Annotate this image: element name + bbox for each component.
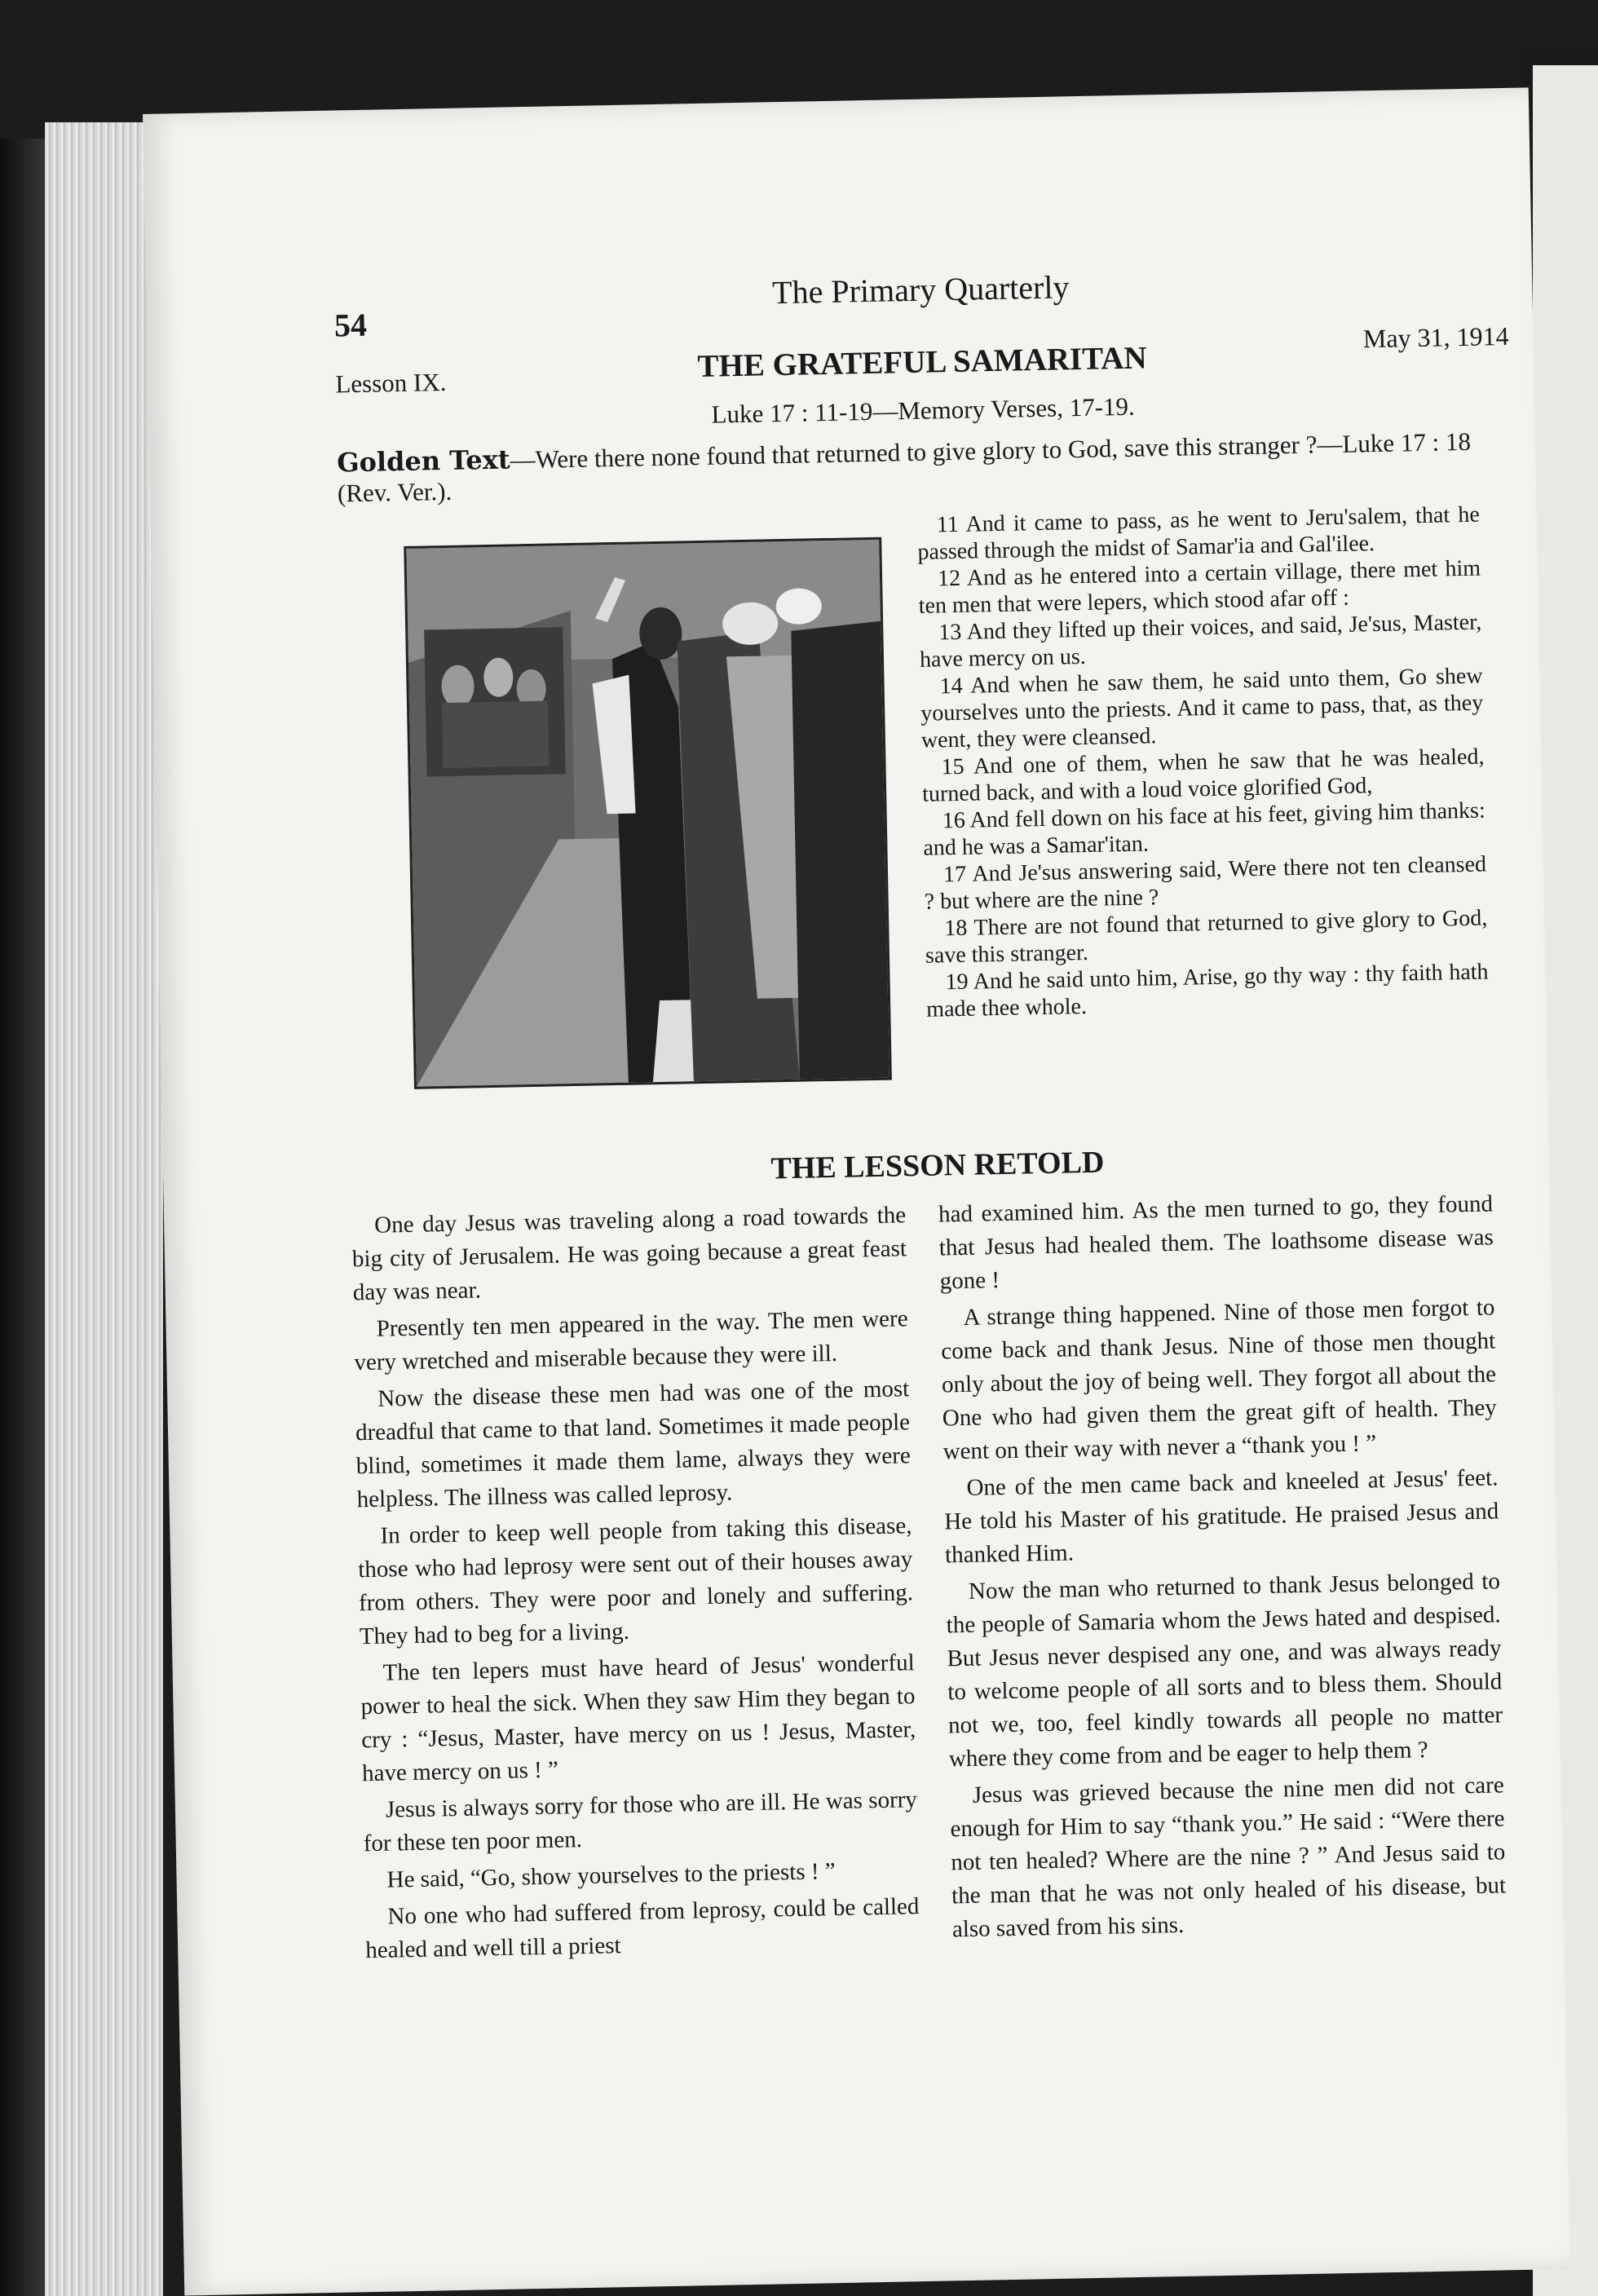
running-head: The Primary Quarterly <box>771 268 1070 311</box>
lesson-number: Lesson IX. <box>335 367 447 399</box>
paragraph: Now the disease these men had was one of the most dreadful that came to that land. Sometimes it made people blind, sometimes it made them lame, always they were helpless. The illness was called leprosy. <box>355 1375 912 1513</box>
book-page-edges <box>45 122 163 2296</box>
lesson-retold-body <box>351 1187 1540 1971</box>
lesson-date: May 31, 1914 <box>1362 320 1509 354</box>
paragraph: Jesus was grieved because the nine men did not care enough for Him to say “thank you.” He said : “Were there not ten healed? Where are the nine ? ” And Jesus said to the man that he was not only healed of his disease, but also saved from his sins. <box>950 1772 1507 1943</box>
verse: 11 And it came to pass, as he went to Jeru'salem, that he passed through the midst of Samar'ia and Gal'ilee. <box>917 501 1481 565</box>
paragraph-continuation: had examined him. As the men turned to go, they found that Jesus had healed them. The loathsome disease was gone ! <box>938 1190 1494 1295</box>
verse: 15 And one of them, when he saw that he was healed, turned back, and with a loud voice glorified God, <box>921 744 1485 807</box>
right-column <box>938 1187 1508 1959</box>
lesson-title: THE GRATEFUL SAMARITAN <box>697 340 1147 384</box>
golden-text-body: —Were there none found that returned to give glory to God, save this stranger ?—Luke 17 : 18 (Rev. Ver.). <box>337 426 1472 508</box>
golden-text-label: Golden Text <box>336 444 510 479</box>
paragraph: A strange thing happened. Nine of those men forgot to come back and thank Jesus. Nine of those men thought only about the joy of being well. They forgot all about the One who had given them the great gift of health. They went on their way with never a “thank you ! ” <box>941 1294 1498 1465</box>
verse: 17 And Je'sus answering said, Were there not ten cleansed ? but where are the nine ? <box>924 851 1487 915</box>
book-page <box>143 87 1570 2295</box>
book-edge-left <box>0 139 49 2296</box>
paragraph: One day Jesus was traveling along a road towards the big city of Jerusalem. He was going because a great feast day was near. <box>351 1202 907 1306</box>
paragraph: One of the men came back and kneeled at Jesus' feet. He told his Master of his gratitude. He praised Jesus and thanked Him. <box>944 1464 1499 1569</box>
scripture-section <box>338 501 1525 1159</box>
paragraph: Now the man who returned to thank Jesus belonged to the people of Samaria whom the Jews hated and despised. But Jesus never despised any one, and was always ready to welcome people of all sorts and to bless them. Should not we, too, feel kindly towards all people no matter where they come from and be eager to help them ? <box>946 1568 1503 1773</box>
left-column <box>351 1199 920 1971</box>
page-number: 54 <box>333 306 368 344</box>
verse: 18 There are not found that returned to give glory to God, save this stranger. <box>925 905 1488 969</box>
golden-text <box>337 426 1512 509</box>
verse: 14 And when he saw them, he said unto them, Go shew yourselves unto the priests. And it came to pass, that, as they went, they were cleansed. <box>920 663 1484 753</box>
lesson-illustration <box>404 537 892 1089</box>
scripture-verses <box>917 501 1490 1023</box>
verse: 13 And they lifted up their voices, and said, Je'sus, Master, have mercy on us. <box>919 609 1482 673</box>
verse: 16 And fell down on his face at his feet, giving him thanks: and he was a Samar'itan. <box>923 797 1485 861</box>
paragraph: In order to keep well people from taking this disease, those who had leprosy were sent out of their houses away from others. They were poor and lonely and suffering. They had to beg for a living. <box>358 1512 914 1650</box>
illustration-drawing <box>406 540 889 1087</box>
paragraph: No one who had suffered from leprosy, could be called healed and well till a priest <box>364 1893 920 1964</box>
paragraph: He said, “Go, show yourselves to the priests ! ” <box>386 1858 836 1893</box>
paragraph: The ten lepers must have heard of Jesus' wonderful power to heal the sick. When they saw Him they began to cry : “Jesus, Master, have mercy on us ! Jesus, Master, have mercy on us ! ” <box>360 1649 916 1787</box>
lesson-retold-heading: THE LESSON RETOLD <box>770 1145 1105 1186</box>
verse: 19 And he said unto him, Arise, go thy way : thy faith hath made thee whole. <box>925 959 1489 1022</box>
paragraph: Jesus is always sorry for those who are ill. He was sorry for these ten poor men. <box>363 1786 918 1857</box>
page-content <box>333 259 1543 2157</box>
verse: 12 And as he entered into a certain village, there met him ten men that were lepers, which stood afar off : <box>918 555 1481 619</box>
scripture-reference: Luke 17 : 11-19—Memory Verses, 17-19. <box>711 391 1136 429</box>
paragraph: Presently ten men appeared in the way. The men were very wretched and miserable because they were ill. <box>354 1305 908 1376</box>
